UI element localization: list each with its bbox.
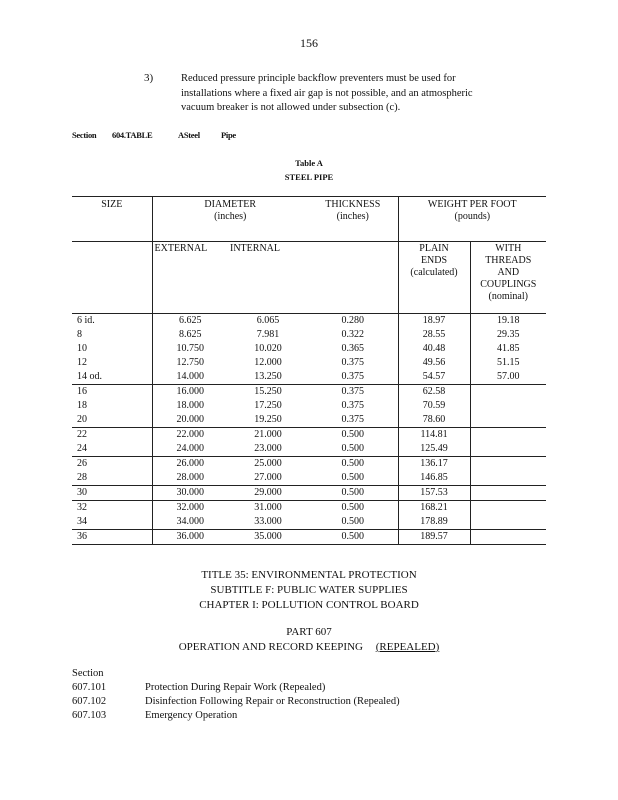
external-cell: 22.000 <box>176 429 204 440</box>
size-cell: 32 <box>72 501 152 516</box>
external-cell: 8.625 <box>179 329 202 340</box>
thickness-cell: 0.500 <box>308 471 398 486</box>
threads-cell <box>470 385 546 400</box>
item-line-3: vacuum breaker is not allowed under subsection (c). <box>181 102 401 113</box>
threads-cell <box>470 471 546 486</box>
size-cell: 26 <box>72 457 152 472</box>
item-line-1: Reduced pressure principle backflow preventers must be used for <box>181 73 456 84</box>
subheader-size-empty <box>72 242 152 314</box>
internal-cell: 29.000 <box>228 486 308 501</box>
thickness-cell: 0.500 <box>308 457 398 472</box>
external-cell: 18.000 <box>176 400 204 411</box>
section-num-1: 607.101 <box>72 682 107 693</box>
table-row <box>72 501 546 516</box>
size-cell: 14 od. <box>72 370 152 385</box>
steel-pipe-table <box>72 196 546 545</box>
plain-ends-cell: 70.59 <box>398 399 470 413</box>
table-title-line2: STEEL PIPE <box>284 172 334 182</box>
external-cell: 16.000 <box>176 386 204 397</box>
internal-cell: 19.250 <box>228 413 308 428</box>
external-cell: 32.000 <box>176 502 204 513</box>
subheader-internal <box>228 242 308 314</box>
plain-ends-cell: 18.97 <box>398 314 470 329</box>
plain-ends-cell: 146.85 <box>398 471 470 486</box>
table-row <box>72 385 546 400</box>
threads-cell <box>470 515 546 530</box>
threads-cell <box>470 399 546 413</box>
size-cell: 30 <box>72 486 152 501</box>
subheader-external-label: EXTERNAL <box>154 243 208 254</box>
header-thickness-label: THICKNESS <box>325 199 381 210</box>
threads-line4: COUPLINGS <box>480 279 537 290</box>
header-size-label: SIZE <box>101 199 123 210</box>
header-weight-unit: (pounds) <box>454 211 491 222</box>
thickness-cell: 0.375 <box>308 385 398 400</box>
table-row <box>72 428 546 443</box>
size-cell: 22 <box>72 428 152 443</box>
thickness-cell: 0.375 <box>308 413 398 428</box>
part-title-line <box>0 641 618 653</box>
chapter-line: CHAPTER I: POLLUTION CONTROL BOARD <box>199 599 419 611</box>
size-cell: 8 <box>72 328 152 342</box>
header-diameter-unit: (inches) <box>214 211 247 222</box>
plain-ends-cell: 40.48 <box>398 342 470 356</box>
part-status: (REPEALED) <box>375 641 440 653</box>
header-diameter-label: DIAMETER <box>204 199 257 210</box>
internal-cell: 13.250 <box>228 370 308 385</box>
size-cell: 16 <box>72 385 152 400</box>
threads-cell <box>470 530 546 545</box>
subheader-thickness-empty <box>308 242 398 314</box>
table-subheader-row <box>72 242 546 314</box>
threads-cell <box>470 428 546 443</box>
header-thickness-unit: (inches) <box>336 211 369 222</box>
size-cell: 18 <box>72 399 152 413</box>
size-cell: 36 <box>72 530 152 545</box>
external-cell: 34.000 <box>152 515 228 530</box>
internal-cell: 17.250 <box>254 400 282 411</box>
internal-cell: 6.065 <box>256 315 280 326</box>
subheader-with-threads <box>470 242 546 314</box>
plain-ends-cell: 125.49 <box>398 442 470 457</box>
part-title: OPERATION AND RECORD KEEPING <box>178 641 363 653</box>
external-cell: 36.000 <box>152 530 228 545</box>
size-cell: 34 <box>72 515 152 530</box>
subheader-external <box>152 242 228 314</box>
section-title-2: Disinfection Following Repair or Reconstruction (Repealed) <box>145 696 400 707</box>
threads-line5: (nominal) <box>488 291 528 302</box>
plain-ends-cell: 28.55 <box>398 328 470 342</box>
section-label: Section <box>72 130 97 140</box>
header-weight <box>398 197 546 242</box>
subtitle-line: SUBTITLE F: PUBLIC WATER SUPPLIES <box>210 584 408 596</box>
internal-cell: 35.000 <box>228 530 308 545</box>
external-cell: 12.750 <box>176 357 204 368</box>
threads-cell: 51.15 <box>497 357 520 368</box>
table-row <box>72 457 546 472</box>
table-row <box>72 342 546 356</box>
table-row <box>72 530 546 545</box>
table-row <box>72 370 546 385</box>
section-num-3: 607.103 <box>72 710 107 721</box>
section-list-label: Section <box>72 668 104 679</box>
table-title-line1: Table A <box>295 158 323 168</box>
internal-cell: 31.000 <box>254 502 282 513</box>
thickness-cell: 0.365 <box>308 342 398 356</box>
threads-cell <box>470 501 546 516</box>
subheader-internal-label: INTERNAL <box>230 243 280 254</box>
plain-ends-cell: 168.21 <box>398 501 470 516</box>
thickness-cell: 0.322 <box>308 328 398 342</box>
title-line: TITLE 35: ENVIRONMENTAL PROTECTION <box>201 569 417 581</box>
table-row <box>72 442 546 457</box>
table-row <box>72 413 546 428</box>
external-cell: 20.000 <box>152 413 228 428</box>
threads-cell: 19.18 <box>497 315 520 326</box>
size-cell: 12 <box>72 356 152 370</box>
internal-cell: 7.981 <box>256 329 280 340</box>
external-cell: 28.000 <box>152 471 228 486</box>
table-row <box>72 486 546 501</box>
plain-ends-line3: (calculated) <box>410 267 458 278</box>
external-cell: 26.000 <box>176 458 204 469</box>
internal-cell: 12.000 <box>254 357 282 368</box>
thickness-cell: 0.375 <box>308 370 398 385</box>
table-row <box>72 314 546 329</box>
table-row <box>72 399 546 413</box>
thickness-cell: 0.280 <box>308 314 398 329</box>
internal-cell: 15.250 <box>254 386 282 397</box>
external-cell: 6.625 <box>179 315 202 326</box>
internal-cell: 27.000 <box>228 471 308 486</box>
size-cell: 24 <box>72 442 152 457</box>
threads-line2: THREADS <box>485 255 532 266</box>
thickness-cell: 0.500 <box>308 428 398 443</box>
threads-cell: 29.35 <box>497 329 520 340</box>
page-number: 156 <box>300 36 318 50</box>
threads-cell <box>470 457 546 472</box>
thickness-cell: 0.375 <box>308 356 398 370</box>
plain-ends-cell: 62.58 <box>398 385 470 400</box>
plain-ends-cell: 114.81 <box>398 428 470 443</box>
plain-ends-cell: 49.56 <box>398 356 470 370</box>
table-row <box>72 515 546 530</box>
thickness-cell: 0.500 <box>308 442 398 457</box>
header-weight-label: WEIGHT PER FOOT <box>427 199 517 210</box>
section-title-3: Emergency Operation <box>145 710 238 721</box>
plain-ends-cell: 189.57 <box>398 530 470 545</box>
section-num-2: 607.102 <box>72 696 107 707</box>
section-title-2: Pipe <box>221 130 236 140</box>
item-text <box>181 72 511 116</box>
external-cell: 24.000 <box>152 442 228 457</box>
section-title-1: ASteel <box>178 130 200 140</box>
item-number: 3) <box>144 72 154 84</box>
plain-ends-line2: ENDS <box>420 255 448 266</box>
size-cell: 10 <box>72 342 152 356</box>
threads-cell: 41.85 <box>497 343 520 354</box>
threads-line3: AND <box>497 267 520 278</box>
internal-cell: 23.000 <box>228 442 308 457</box>
threads-line1: WITH <box>495 243 522 254</box>
thickness-cell: 0.375 <box>308 399 398 413</box>
size-cell: 6 id. <box>72 314 152 329</box>
external-cell: 14.000 <box>152 370 228 385</box>
header-thickness <box>308 197 398 242</box>
plain-ends-cell: 178.89 <box>398 515 470 530</box>
header-diameter <box>152 197 308 242</box>
plain-ends-cell: 136.17 <box>398 457 470 472</box>
plain-ends-cell: 54.57 <box>398 370 470 385</box>
size-cell: 20 <box>72 413 152 428</box>
thickness-cell: 0.500 <box>308 530 398 545</box>
thickness-cell: 0.500 <box>308 515 398 530</box>
table-row <box>72 328 546 342</box>
section-title-1: Protection During Repair Work (Repealed) <box>145 682 326 693</box>
part-line: PART 607 <box>286 626 332 638</box>
thickness-cell: 0.500 <box>308 486 398 501</box>
section-ref: 604.TABLE <box>112 130 153 140</box>
internal-cell: 33.000 <box>228 515 308 530</box>
external-cell: 10.750 <box>176 343 204 354</box>
internal-cell: 21.000 <box>254 429 282 440</box>
internal-cell: 25.000 <box>254 458 282 469</box>
threads-cell <box>470 442 546 457</box>
plain-ends-line1: PLAIN <box>419 243 449 254</box>
size-cell: 28 <box>72 471 152 486</box>
plain-ends-cell: 157.53 <box>398 486 470 501</box>
threads-cell <box>470 486 546 501</box>
thickness-cell: 0.500 <box>308 501 398 516</box>
table-row <box>72 356 546 370</box>
internal-cell: 10.020 <box>254 343 282 354</box>
external-cell: 30.000 <box>152 486 228 501</box>
table-row <box>72 471 546 486</box>
subheader-plain-ends <box>398 242 470 314</box>
header-size <box>72 197 152 242</box>
plain-ends-cell: 78.60 <box>398 413 470 428</box>
threads-cell <box>470 413 546 428</box>
item-line-2: installations where a fixed air gap is not possible, and an atmospheric <box>181 87 473 99</box>
threads-cell: 57.00 <box>470 370 546 385</box>
table-header-row <box>72 197 546 242</box>
